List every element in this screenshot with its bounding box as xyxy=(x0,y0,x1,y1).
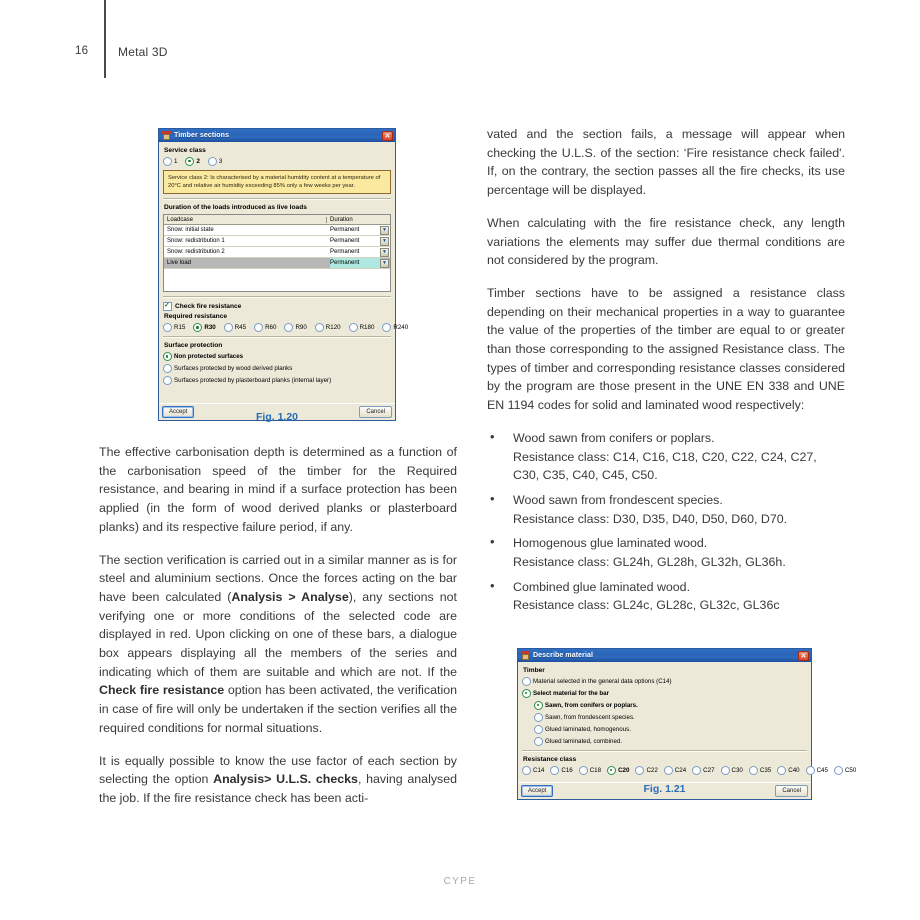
table-header xyxy=(164,215,390,225)
header-divider xyxy=(104,0,106,78)
required-resistance-label: Required resistance xyxy=(164,313,228,321)
resistance-option-c14[interactable]: C14 xyxy=(522,766,544,775)
describe-material-dialog[interactable] xyxy=(517,648,857,800)
resistance-option-c35[interactable]: C35 xyxy=(749,766,771,775)
text-run: , having analysed the job. If the fire resistance check has been acti- xyxy=(99,772,457,805)
check-fire-resistance-checkbox[interactable] xyxy=(163,302,391,311)
timber-suboption-conifers[interactable]: Sawn, from conifers or poplars. xyxy=(534,701,799,710)
column-header-duration: Duration xyxy=(330,216,353,223)
paragraph xyxy=(99,752,457,808)
radio-icon xyxy=(522,677,531,686)
required-resistance-option-r15[interactable]: R15 xyxy=(163,323,185,332)
right-text-column xyxy=(487,125,845,621)
paragraph: vated and the section fails, a message will appear when checking the U.L.S. of the section: ‘Fire resistance check failed'. If, on the contrary, the section passes all the fire checks, its use percentage will be displayed. xyxy=(487,127,845,198)
chevron-down-icon[interactable]: ▼ xyxy=(380,226,389,235)
resistance-class-radio-group[interactable] xyxy=(522,766,857,775)
radio-icon xyxy=(382,323,391,332)
emphasis-analysis-uls-checks: Analysis> U.L.S. checks xyxy=(213,772,358,787)
required-resistance-option-r30[interactable]: R30 xyxy=(193,323,215,332)
footer-brand: CYPE xyxy=(443,876,477,887)
surface-option-wood-derived[interactable]: Surfaces protected by wood derived planks xyxy=(163,364,383,373)
list-item-title: • Homogenous glue laminated wood. xyxy=(487,534,845,553)
radio-icon xyxy=(254,323,263,332)
cell-duration[interactable] xyxy=(327,225,390,235)
chevron-down-icon[interactable]: ▼ xyxy=(380,259,389,268)
divider xyxy=(163,336,391,338)
paragraph: The effective carbonisation depth is determined as a function of the carbonisation speed of the timber for the Required resistance, and bearing in mind if a surface protection has been applied (in the form of wood derived planks or plasterboard planks) and its respective failure period, if any. xyxy=(99,445,457,534)
list-item-detail: Resistance class: C14, C16, C18, C20, C22, C24, C27, C30, C35, C40, C45, C50. xyxy=(513,449,817,483)
required-resistance-option-r180[interactable]: R180 xyxy=(349,323,375,332)
list-item-title: • Wood sawn from frondescent species. xyxy=(487,491,845,510)
cell-duration[interactable] xyxy=(327,258,390,268)
duration-value: Permanent xyxy=(330,258,380,268)
radio-icon xyxy=(163,364,172,373)
text-run: ), any sections not verifying one or more conditions of the selected code are displayed in red. Upon clicking on one of these bars, a dialogue box appears displaying all the members of the series and indicating which of them are suitable and which are not. If the xyxy=(99,589,457,679)
radio-icon xyxy=(522,689,531,698)
surface-protection-radio-group[interactable] xyxy=(163,352,391,385)
list-item xyxy=(487,429,845,485)
chevron-down-icon[interactable]: ▼ xyxy=(380,237,389,246)
radio-icon xyxy=(193,323,202,332)
radio-icon xyxy=(749,766,758,775)
list-item-title: • Combined glue laminated wood. xyxy=(487,578,845,597)
service-class-note: Service class 2: Is characterised by a material humidity content at a temperature of 20°C and relative air humidity exceeding 85% only a few weeks per year. xyxy=(163,170,391,194)
check-fire-resistance-label: Check fire resistance xyxy=(175,303,242,311)
chevron-down-icon[interactable]: ▼ xyxy=(380,248,389,257)
radio-icon xyxy=(806,766,815,775)
radio-icon xyxy=(163,323,172,332)
cell-duration[interactable] xyxy=(327,236,390,246)
dialog-title: Timber sections xyxy=(174,132,230,139)
cell-duration[interactable] xyxy=(327,247,390,257)
left-text-column xyxy=(99,443,457,808)
surface-option-non-protected[interactable]: Non protected surfaces xyxy=(163,352,383,361)
timber-suboption-homogenous[interactable]: Glued laminated, homogenous. xyxy=(534,725,799,734)
service-class-option-2[interactable]: 2 xyxy=(185,157,199,166)
resistance-class-label: Resistance class xyxy=(523,756,577,763)
resistance-option-c22[interactable]: C22 xyxy=(635,766,657,775)
radio-icon xyxy=(315,323,324,332)
radio-icon xyxy=(721,766,730,775)
timber-group-label: Timber xyxy=(523,667,545,674)
service-class-label: Service class xyxy=(164,147,206,154)
resistance-option-c27[interactable]: C27 xyxy=(692,766,714,775)
timber-radio-group[interactable] xyxy=(522,677,807,746)
cell-loadcase: Snow: redistribution 2 xyxy=(167,249,225,256)
duration-value: Permanent xyxy=(330,227,360,234)
list-item-title: • Wood sawn from conifers or poplars. xyxy=(487,429,845,448)
paragraph: Timber sections have to be assigned a resistance class depending on their mechanical properties in a way to guarantee the value of the properties of the timber are equal to or greater than those corresponding to the assigned Resistance class. The types of timber and corresponding resistance classes considered by the program are those present in the UNE EN 338 and UNE EN 1194 codes for solid and laminated wood respectively: xyxy=(487,285,845,413)
radio-icon xyxy=(534,725,543,734)
radio-icon xyxy=(534,701,543,710)
emphasis-analysis-analyse: Analysis > Analyse xyxy=(231,589,349,604)
timber-types-list xyxy=(487,429,845,615)
radio-icon xyxy=(185,157,194,166)
page-header xyxy=(75,0,475,80)
figure-caption-121: Fig. 1.21 xyxy=(643,783,686,795)
list-item-detail: Resistance class: D30, D35, D40, D50, D60, D70. xyxy=(513,511,788,526)
checkbox-icon xyxy=(163,302,172,311)
resistance-option-c24[interactable]: C24 xyxy=(664,766,686,775)
paragraph: When calculating with the fire resistance check, any length variations the elements may suffer due thermal conditions are not considered by the program. xyxy=(487,215,845,268)
cell-loadcase: Snow: redistribution 1 xyxy=(167,238,225,245)
window-icon xyxy=(521,651,530,660)
resistance-option-c30[interactable]: C30 xyxy=(721,766,743,775)
text-run: option has been activated, the verification in case of fire will only be undertaken if the section verifies all the required conditions for normal situations. xyxy=(99,683,457,735)
timber-option-general-data[interactable]: Material selected in the general data options (C14) xyxy=(522,677,799,686)
resistance-option-c16[interactable]: C16 xyxy=(550,766,572,775)
table-row[interactable] xyxy=(164,225,390,236)
resistance-option-c40[interactable]: C40 xyxy=(777,766,799,775)
resistance-option-c18[interactable]: C18 xyxy=(579,766,601,775)
list-item xyxy=(487,534,845,571)
required-resistance-option-r90[interactable]: R90 xyxy=(284,323,306,332)
radio-icon xyxy=(834,766,843,775)
dialog-titlebar[interactable] xyxy=(518,649,811,662)
cancel-button[interactable]: Cancel xyxy=(359,406,392,418)
radio-icon xyxy=(163,157,172,166)
timber-sections-dialog[interactable] xyxy=(158,128,409,421)
radio-icon xyxy=(284,323,293,332)
surface-option-plasterboard[interactable]: Surfaces protected by plasterboard planks (internal layer) xyxy=(163,376,383,385)
timber-option-select-for-bar[interactable]: Select material for the bar xyxy=(522,689,799,698)
page-number: 16 xyxy=(75,45,89,57)
radio-icon xyxy=(579,766,588,775)
dialog-titlebar[interactable] xyxy=(159,129,395,142)
close-icon[interactable]: ✕ xyxy=(798,651,809,661)
radio-icon xyxy=(534,737,543,746)
cell-loadcase: Snow: initial state xyxy=(167,227,214,234)
required-resistance-option-r240[interactable]: R240 xyxy=(382,323,408,332)
list-item-detail: Resistance class: GL24c, GL28c, GL32c, GL36c xyxy=(513,598,780,613)
radio-icon xyxy=(224,323,233,332)
radio-icon xyxy=(208,157,217,166)
table-row[interactable] xyxy=(164,258,390,269)
list-item xyxy=(487,491,845,528)
duration-value: Permanent xyxy=(330,238,360,245)
dialog-title: Describe material xyxy=(533,652,594,659)
divider xyxy=(163,198,391,200)
text-run: The section verification is carried out in a similar manner as is for steel and aluminium sections. Once the forces acting on the bar have been calculated ( xyxy=(99,552,457,604)
service-class-radio-group[interactable] xyxy=(163,157,391,166)
surface-protection-label: Surface protection xyxy=(164,342,223,350)
emphasis-check-fire-resistance: Check fire resistance xyxy=(99,683,225,698)
timber-sub-options[interactable] xyxy=(522,701,807,746)
required-resistance-option-r60[interactable]: R60 xyxy=(254,323,276,332)
radio-icon xyxy=(664,766,673,775)
loadcase-table[interactable] xyxy=(163,214,391,292)
table-empty-space xyxy=(164,269,390,291)
service-class-option-1[interactable]: 1 xyxy=(163,157,177,166)
cell-loadcase: Live load xyxy=(167,260,192,267)
list-item-detail: Resistance class: GL24h, GL28h, GL32h, GL36h. xyxy=(513,555,786,570)
text-run: It is equally possible to know the use factor of each section by selecting the option xyxy=(99,753,457,787)
divider xyxy=(163,296,391,298)
page-title: Metal 3D xyxy=(118,45,168,59)
radio-icon xyxy=(522,766,531,775)
radio-icon xyxy=(777,766,786,775)
radio-icon xyxy=(163,352,172,361)
resistance-option-c45[interactable]: C45 xyxy=(806,766,828,775)
radio-icon xyxy=(635,766,644,775)
timber-suboption-frondescent[interactable]: Sawn, from frondescent species. xyxy=(534,713,799,722)
service-class-option-3[interactable]: 3 xyxy=(208,157,222,166)
duration-group-label: Duration of the loads introduced as live loads xyxy=(164,204,307,212)
required-resistance-option-r120[interactable]: R120 xyxy=(315,323,341,332)
radio-icon xyxy=(163,376,172,385)
timber-suboption-combined[interactable]: Glued laminated, combined. xyxy=(534,737,799,746)
radio-icon xyxy=(550,766,559,775)
table-row[interactable] xyxy=(164,236,390,247)
radio-icon xyxy=(692,766,701,775)
divider xyxy=(522,750,807,752)
cancel-button[interactable]: Cancel xyxy=(775,785,808,797)
radio-icon xyxy=(534,713,543,722)
paragraph xyxy=(99,551,457,738)
duration-value: Permanent xyxy=(330,249,360,256)
close-icon[interactable]: ✕ xyxy=(382,131,393,141)
window-icon xyxy=(162,131,171,140)
radio-icon xyxy=(607,766,616,775)
table-row[interactable] xyxy=(164,247,390,258)
resistance-option-c20[interactable]: C20 xyxy=(607,766,629,775)
figure-caption-120: Fig. 1.20 xyxy=(255,411,298,423)
required-resistance-radio-group[interactable] xyxy=(163,323,409,332)
required-resistance-option-r45[interactable]: R45 xyxy=(224,323,246,332)
accept-button[interactable]: Accept xyxy=(521,785,553,797)
dialog-body xyxy=(159,142,409,403)
list-item xyxy=(487,578,845,615)
dialog-body xyxy=(518,662,857,782)
accept-button[interactable]: Accept xyxy=(162,406,194,418)
column-header-loadcase: Loadcase xyxy=(164,217,327,223)
resistance-option-c50[interactable]: C50 xyxy=(834,766,856,775)
radio-icon xyxy=(349,323,358,332)
